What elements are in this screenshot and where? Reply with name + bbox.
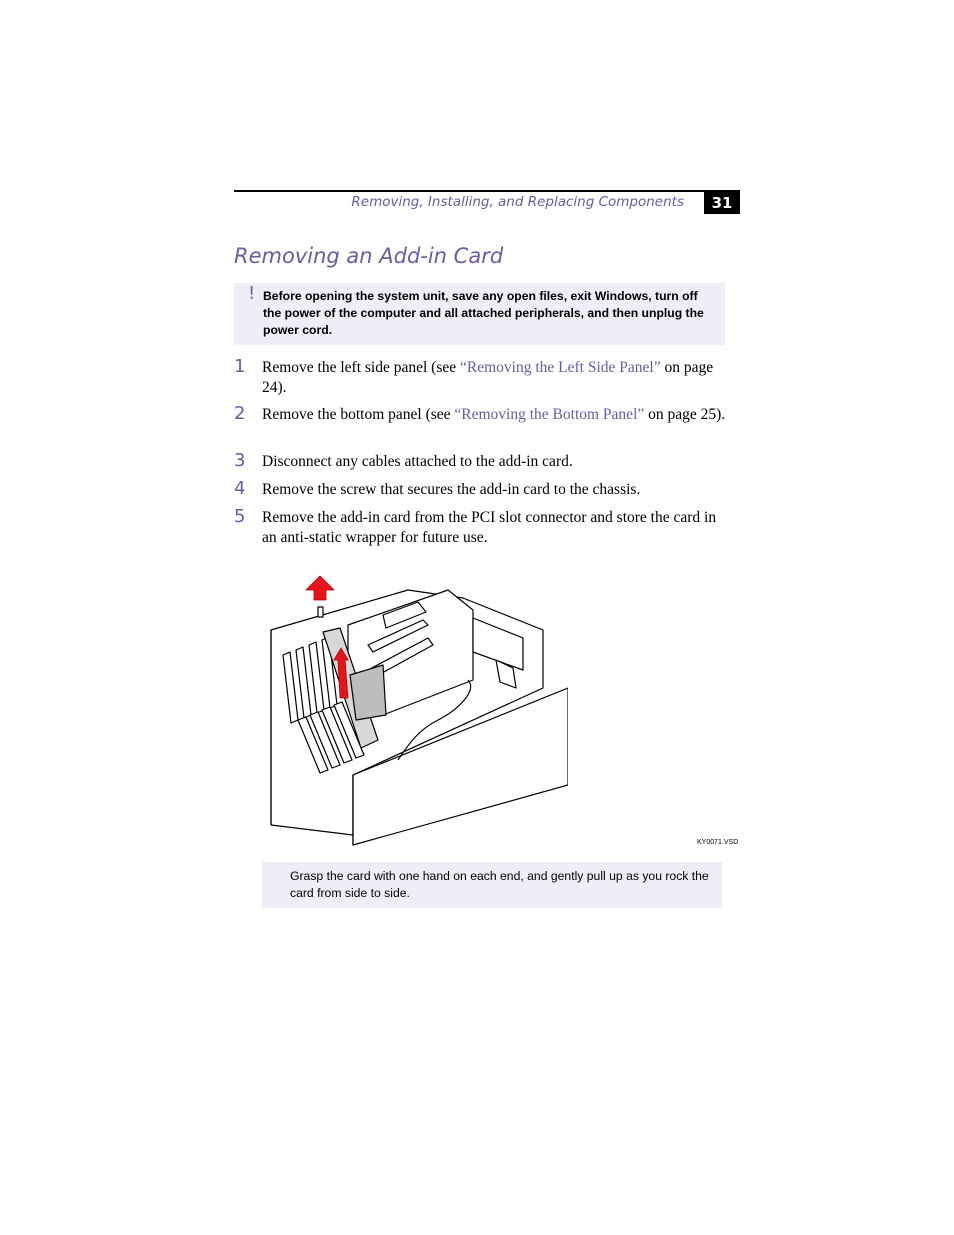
warning-text: Before opening the system unit, save any open files, exit Windows, turn off the power of the computer and all attached peripherals, and then unplug the power cord. (263, 289, 704, 337)
figure-label: KY0071.VSD (697, 839, 739, 846)
xref-bottom-panel[interactable]: “Removing the Bottom Panel” (454, 406, 645, 423)
warning-icon: ! (248, 283, 256, 304)
xref-left-side-panel[interactable]: “Removing the Left Side Panel” (459, 359, 661, 376)
step-number: 5 (234, 506, 246, 527)
step-text-after: on page 25). (644, 406, 726, 423)
figure-caption: Grasp the card with one hand on each end, and gently pull up as you rock the card from side to side. (290, 869, 709, 900)
step-text: Remove the add-in card from the PCI slot connector and store the card in an anti-static wrapper for future use. (262, 509, 717, 546)
step-text-before: Remove the bottom panel (see (262, 406, 455, 423)
warning-box (234, 283, 725, 345)
step-text (262, 358, 727, 397)
running-title: Removing, Installing, and Replacing Components (351, 194, 684, 210)
add-in-card-illustration (268, 570, 568, 850)
screw (318, 607, 323, 617)
step-text (262, 405, 727, 425)
step-number: 2 (234, 403, 246, 424)
pull-up-arrow (306, 576, 334, 600)
section-title: Removing an Add-in Card (234, 244, 504, 268)
page-number: 31 (704, 192, 740, 214)
step-text: Disconnect any cables attached to the add-in card. (262, 453, 573, 470)
step-number: 1 (234, 356, 246, 377)
step-number: 4 (234, 478, 246, 499)
step-text-before: Remove the left side panel (see (262, 359, 460, 376)
step-number: 3 (234, 450, 246, 471)
step-text-after: on page 24). (262, 359, 714, 396)
step-text: Remove the screw that secures the add-in card to the chassis. (262, 481, 641, 498)
header-rule (234, 190, 740, 192)
figure-caption-box (262, 862, 722, 908)
